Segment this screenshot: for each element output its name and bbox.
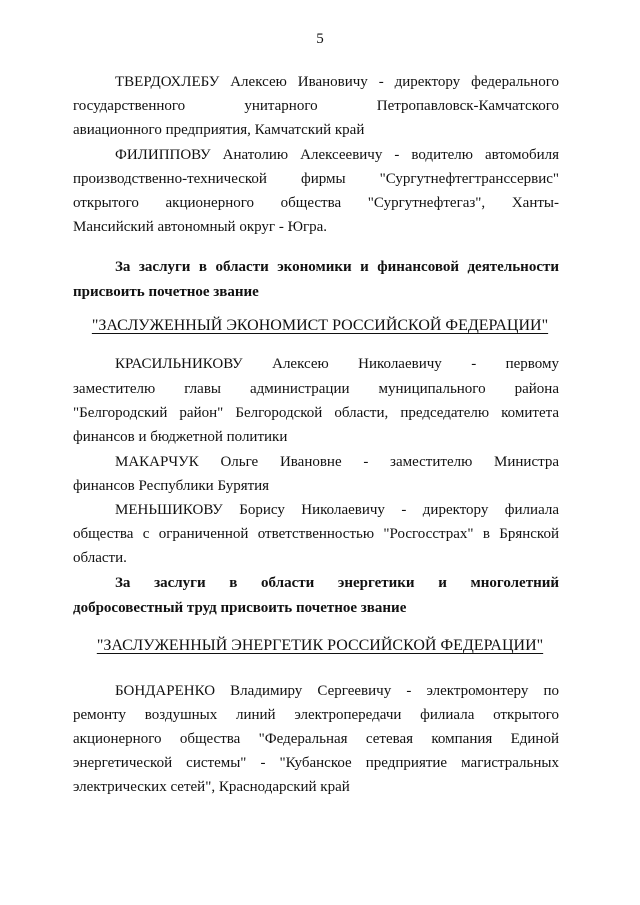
entry-line: финансов Республики Бурятия xyxy=(73,478,270,494)
entry-line: ТВЕРДОХЛЕБУ Алексею Ивановичу - директору федерального xyxy=(115,74,559,90)
entry-line: области. xyxy=(73,550,127,566)
entry-line: ремонту воздушных линий электропередачи филиала открытого xyxy=(73,707,559,723)
honorary-title-text: "ЗАСЛУЖЕННЫЙ ЭНЕРГЕТИК РОССИЙСКОЙ ФЕДЕРАЦИИ" xyxy=(96,637,544,654)
entry-line: "Белгородский район" Белгородской области, председателю комитета xyxy=(73,405,559,421)
honorary-title-text: "ЗАСЛУЖЕННЫЙ ЭКОНОМИСТ РОССИЙСКОЙ ФЕДЕРАЦИИ" xyxy=(91,317,549,334)
entry-line: финансов и бюджетной политики xyxy=(73,429,288,445)
heading-line: добросовестный труд присвоить почетное звание xyxy=(73,600,407,616)
entry-line: ФИЛИППОВУ Анатолию Алексеевичу - водителю автомобиля xyxy=(115,147,559,163)
entry-line: производственно-технической фирмы "Сургутнефтегтранссервис" xyxy=(73,171,559,187)
entry-line: авиационного предприятия, Камчатский край xyxy=(73,122,365,138)
page-number: 5 xyxy=(316,31,324,47)
entry-line: БОНДАРЕНКО Владимиру Сергеевичу - электромонтеру по xyxy=(115,683,559,699)
entry-line: общества с ограниченной ответственностью "Росгосстрах" в Брянской xyxy=(73,526,559,542)
entry-line: акционерного общества "Федеральная сетевая компания Единой xyxy=(73,731,559,747)
heading-line: За заслуги в области энергетики и многолетний xyxy=(115,575,559,591)
entry-line: КРАСИЛЬНИКОВУ Алексею Николаевичу - первому xyxy=(115,356,559,372)
heading-line: присвоить почетное звание xyxy=(73,284,259,300)
entry-line: МАКАРЧУК Ольге Ивановне - заместителю Министра xyxy=(115,454,559,470)
entry-line: энергетической системы" - "Кубанское предприятие магистральных xyxy=(73,755,559,771)
entry-line: открытого акционерного общества "Сургутнефтегаз", Ханты- xyxy=(73,195,559,211)
entry-line: Мансийский автономный округ - Югра. xyxy=(73,219,328,235)
entry-line: государственного унитарного Петропавловск-Камчатского xyxy=(73,98,559,114)
honorary-title xyxy=(0,634,640,658)
honorary-title xyxy=(0,314,640,338)
entry-line: МЕНЬШИКОВУ Борису Николаевичу - директору филиала xyxy=(115,502,559,518)
entry-line: заместителю главы администрации муниципального района xyxy=(73,381,559,397)
entry-line: электрических сетей", Краснодарский край xyxy=(73,779,350,795)
heading-line: За заслуги в области экономики и финансовой деятельности xyxy=(115,259,559,275)
